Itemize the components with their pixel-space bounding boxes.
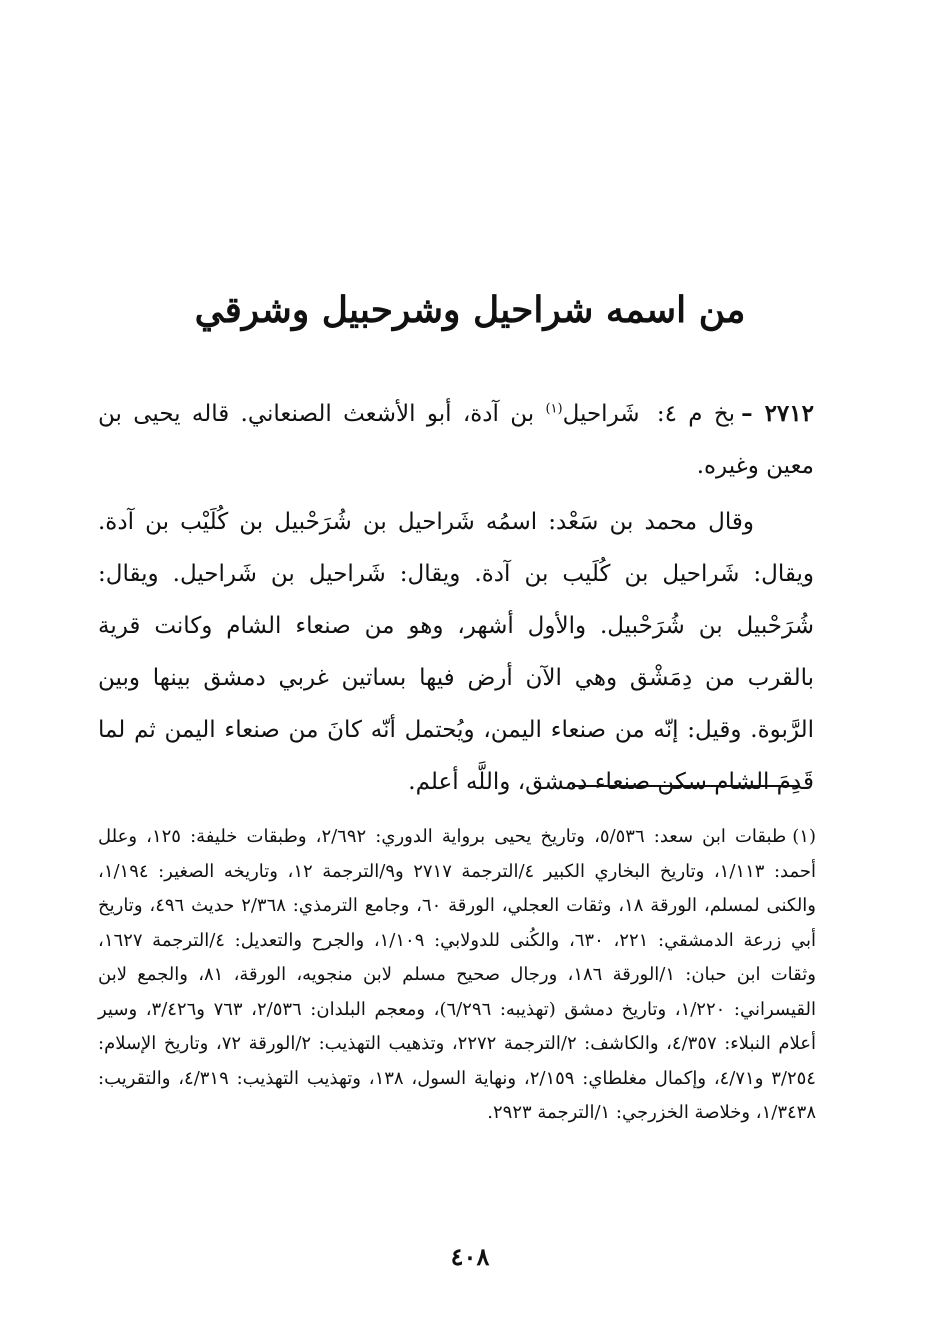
entry-heading	[98, 388, 814, 492]
footnote-text: طبقات ابن سعد: ٥/٥٣٦، وتاريخ يحيى برواية الدوري: ٢/٦٩٢، وطبقات خليفة: ١٢٥، وعلل أحمد: ١/١١٣، وتاريخ البخاري الكبير ٤/الترجمة ٢٧١٧ و٩/الترجمة ١٢، وتاريخه الصغير: ١/١٩٤، والكنى لمسلم، الورقة ١٨، وثقات العجلي، الورقة ٦٠، وجامع الترمذي: ٢/٣٦٨ حديث ٤٩٦، وتاريخ أبي زرعة الدمشقي: ٢٢١، ٦٣٠، والكُنى للدولابي: ١/١٠٩، والجرح والتعديل: ٤/الترجمة ١٦٢٧، وثقات ابن حبان: ١/الورقة ١٨٦، ورجال صحيح مسلم لابن منجويه، الورقة، ٨١، والجمع لابن القيسراني: ١/٢٢٠، وتاريخ دمشق (تهذيبه: ٦/٢٩٦)، ومعجم البلدان: ٢/٥٣٦، ٧٦٣ و٣/٤٢٦، وسير أعلام النبلاء: ٤/٣٥٧، والكاشف: ٢/الترجمة ٢٢٧٢، وتذهيب التهذيب: ٢/الورقة ٧٢، وتاريخ الإسلام: ٣/٢٥٤ و٤/٧١، وإكمال مغلطاي: ٢/١٥٩، ونهاية السول، ١٣٨، وتهذيب التهذيب: ٤/٣١٩، والتقريب: ١/٣٤٣٨، وخلاصة الخزرجي: ١/الترجمة ٢٩٢٣.	[98, 826, 817, 1123]
page-number: ٤٠٨	[450, 1242, 490, 1271]
entry-name: شَراحيل	[562, 401, 640, 427]
footnote-reference: (١)	[545, 401, 563, 417]
footnote	[98, 820, 816, 1131]
entry-number: ٢٧١٢ –	[741, 400, 814, 427]
entry-code: بخ م ٤:	[656, 401, 736, 427]
entry-paragraph-text: وقال محمد بن سَعْد: اسمُه شَراحيل بن شُرَحْبيل بن كُلَيْب بن آدة. ويقال: شَراحيل بن كُلَيب بن آدة. ويقال: شَراحيل بن شَراحيل. ويقال: شُرَحْبيل بن شُرَحْبيل. والأول أشهر، وهو من صنعاء الشام وكانت قرية بالقرب من دِمَشْق وهي الآن أرض فيها بساتين غربي دمشق بينها وبين الرَّبوة. وقيل: إنّه من صنعاء اليمن، ويُحتمل أنّه كانَ من صنعاء اليمن ثم لما قَدِمَ الشام سكن صنعاء دمشق، واللَّه أعلم.	[98, 509, 814, 795]
section-title: من اسمه شراحيل وشرحبيل وشرقي	[194, 289, 746, 331]
entry-paragraph	[98, 496, 814, 808]
footnote-separator	[572, 785, 800, 787]
entry-body	[98, 388, 814, 808]
entry-heading-text: بن آدة، أبو الأشعث الصنعاني. قاله يحيى بن معين وغيره.	[98, 401, 814, 479]
footnote-marker: (١)	[792, 826, 816, 847]
